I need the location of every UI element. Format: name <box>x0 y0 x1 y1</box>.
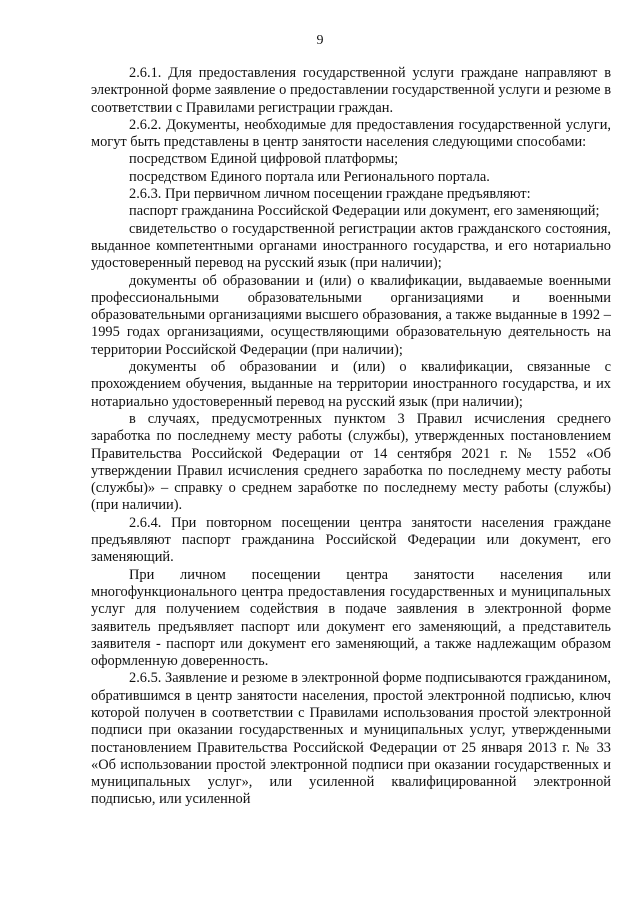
paragraph-2-6-4: 2.6.4. При повторном посещении центра занятости населения граждане предъявляют паспорт гражданина Российской Федерации или документ, его заменяющий. <box>91 514 611 566</box>
paragraph-method-digital-platform: посредством Единой цифровой платформы; <box>129 151 399 168</box>
page-number: 9 <box>316 33 324 48</box>
paragraph-2-6-2: 2.6.2. Документы, необходимые для предоставления государственной услуги, могут быть представлены в центр занятости населения следующими способами: <box>91 116 611 151</box>
paragraph-personal-visit: При личном посещении центра занятости населения или многофункционального центра предоставления государственных и муниципальных услуг для получением содействия в подаче заявления в электронной форме заявитель предъявляет паспорт или документ его заменяющий, а представитель заявителя - паспорт или документ его заменяющий, а также надлежащим образом оформленную доверенность. <box>91 566 611 670</box>
paragraph-average-earnings: в случаях, предусмотренных пунктом 3 Правил исчисления среднего заработка по последнему месту работы (службы), утвержденных постановлением Правительства Российской Федерации от 14 сентября 2021 г. № 1552 «Об утверждении Правил исчисления среднего заработка по последнему месту работы (службы)» – справку о среднем заработке по последнему месту работы (службы) (при наличии). <box>91 410 611 514</box>
paragraph-method-portal: посредством Единого портала или Регионального портала. <box>129 168 490 185</box>
paragraph-passport: паспорт гражданина Российской Федерации или документ, его заменяющий; <box>129 203 600 220</box>
paragraph-education-foreign: документы об образовании и (или) о квалификации, связанные с прохождением обучения, выданные на территории иностранного государства, и их нотариально удостоверенный перевод на русский язык (при наличии); <box>91 359 611 410</box>
document-body <box>91 65 611 809</box>
paragraph-2-6-5: 2.6.5. Заявление и резюме в электронной форме подписываются гражданином, обратившимся в центр занятости населения, простой электронной подписью, ключ которой получен в соответствии с Правилами использования простой электронной подписи при оказании государственных и муниципальных услуг, утвержденными постановлением Правительства Российской Федерации от 25 января 2013 г. № 33 «Об использовании простой электронной подписи при оказании государственных и муниципальных услуг», или усиленной квалифицированной электронной подписью, или усиленной <box>91 670 611 808</box>
paragraph-2-6-1: 2.6.1. Для предоставления государственной услуги граждане направляют в электронной форме заявление о предоставлении государственной услуги и резюме в соответствии с Правилами регистрации граждан. <box>91 65 611 116</box>
paragraph-education-military: документы об образовании и (или) о квалификации, выдаваемые военными профессиональными образовательными организациями и военными образовательными организациями высшего образования, а также выданные в 1992 – 1995 годах организациями, осуществляющими образовательную деятельность на территории Российской Федерации (при наличии); <box>91 272 611 358</box>
paragraph-2-6-3: 2.6.3. При первичном личном посещении граждане предъявляют: <box>129 186 531 203</box>
paragraph-civil-registration: свидетельство о государственной регистрации актов гражданского состояния, выданное компетентными органами иностранного государства, и его нотариально удостоверенный перевод на русский язык (при наличии); <box>91 220 611 272</box>
